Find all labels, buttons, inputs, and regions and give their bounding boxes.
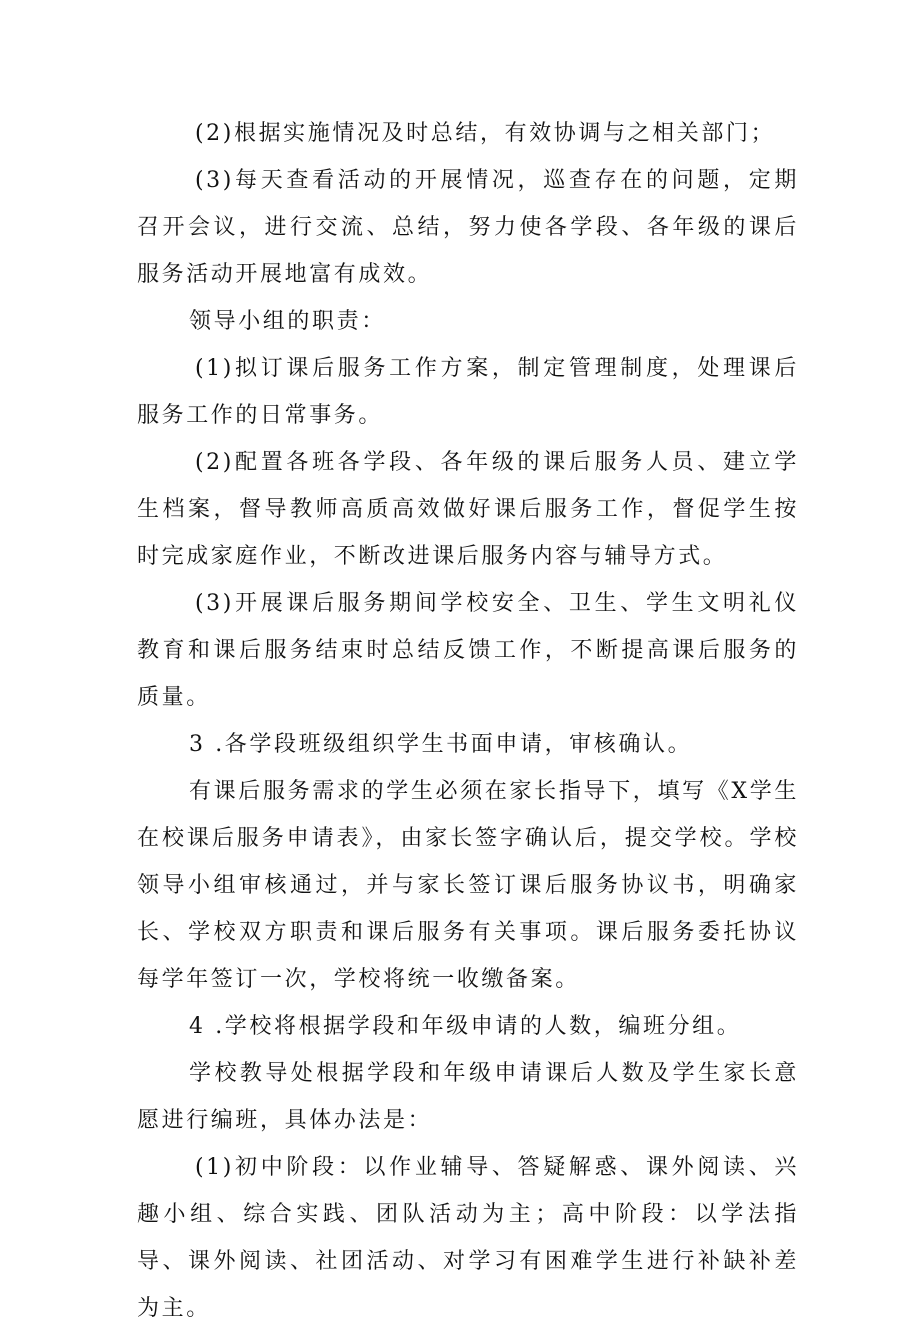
document-body <box>137 110 799 1332</box>
paragraph-duty-1: (1)拟订课后服务工作方案，制定管理制度，处理课后服务工作的日常事务。 <box>137 356 799 428</box>
paragraph-item-2-summary: (2)根据实施情况及时总结，有效协调与之相关部门； <box>195 121 776 146</box>
paragraph-item-3-daily-check: (3)每天查看活动的开展情况，巡查存在的问题，定期召开会议，进行交流、总结，努力使各学段、各年级的课后服务活动开展地富有成效。 <box>137 168 799 287</box>
paragraph-duty-2: (2)配置各班各学段、各年级的课后服务人员、建立学生档案，督导教师高质高效做好课后服务工作，督促学生按时完成家庭作业，不断改进课后服务内容与辅导方式。 <box>137 450 799 569</box>
section-heading-4: 4 .学校将根据学段和年级申请的人数，编班分组。 <box>189 1014 742 1039</box>
paragraph-application-process: 有课后服务需求的学生必须在家长指导下，填写《X学生在校课后服务申请表》，由家长签字确认后，提交学校。学校领导小组审核通过，并与家长签订课后服务协议书，明确家长、学校双方职责和课后服务有关事项。课后服务委托协议每学年签订一次，学校将统一收缴备案。 <box>137 779 799 992</box>
paragraph-duty-3: (3)开展课后服务期间学校安全、卫生、学生文明礼仪教育和课后服务结束时总结反馈工作，不断提高课后服务的质量。 <box>137 591 799 710</box>
paragraph-grouping-method-1: (1)初中阶段：以作业辅导、答疑解惑、课外阅读、兴趣小组、综合实践、团队活动为主；高中阶段：以学法指导、课外阅读、社团活动、对学习有困难学生进行补缺补差为主。 <box>137 1155 799 1321</box>
section-heading-3: 3 .各学段班级组织学生书面申请，审核确认。 <box>189 732 693 757</box>
paragraph-leadership-duties-heading: 领导小组的职责： <box>189 309 386 334</box>
paragraph-class-grouping: 学校教导处根据学段和年级申请课后人数及学生家长意愿进行编班，具体办法是： <box>137 1061 799 1133</box>
